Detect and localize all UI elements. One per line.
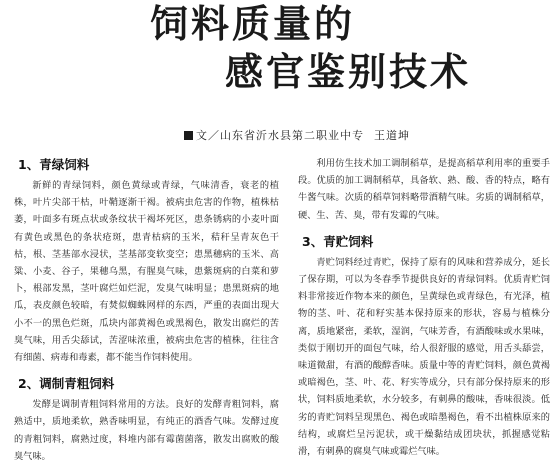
section-heading-1: 1、青绿饲料: [18, 157, 90, 172]
byline: [184, 127, 410, 143]
section-2-continuation: 利用仿生技术加工调制稻草，是提高稻草利用率的重要手段。优质的加工调制稻草，具备软、熟、酸、香的特点，略有牛酱气味。次质的稻草饲料略带酒精气味。劣质的调制稻草，硬、生、苦、臭，带有发霉的气味。: [298, 158, 550, 221]
article-title-line-1: 饲料质量的: [150, 1, 356, 46]
section-2-body: 发酵是调制青粗饲料常用的方法。良好的发酵青粗饲料，腐熟适中，质地柔软，熟香味明显，有纯正的酒香气味。发酵过度的青粗饲料，腐熟过度，料堆内部有霉菌菌落，散发出腐败的酸臭气味。: [14, 399, 279, 462]
section-heading-3: 3、青贮饲料: [302, 233, 374, 249]
square-bullet-icon: [184, 131, 193, 140]
byline-author: 王道坤: [374, 129, 410, 142]
section-3-body: 青贮饲料经过青贮，保持了原有的风味和营养成分，延长了保存期，可以为冬春季节提供良好的青绿饲料。优质青贮饲料非常接近作物本来的颜色，呈黄绿色或青绿色，有光泽，植物的茎、叶、花和籽实基本保持原来的形状，容易与植株分离，质地紧密，柔软，湿润，气味芳香，有酒酸味或水果味，类似于刚切开的面包气味，给人很舒服的感觉，用舌头舔尝，味道微甜，有酒的酸醇香味。质量中等的青贮饲料，颜色黄褐或暗褐色，茎、叶、花、籽实等成分，只有部分保持原来的形状，饲料质地柔软，水分较多，有刺鼻的酸味，香味很淡。低劣的青贮饲料呈现黑色、褐色或暗墨褐色，看不出植株原来的结构，或腐烂呈污泥状，或干燥黏结成团块状，抓握感觉粘滑，有刺鼻的腐臭气味或霉烂气味。: [298, 256, 550, 458]
article-title-line-2: 感官鉴别技术: [225, 49, 472, 94]
section-1-body: 新鲜的青绿饲料，颜色黄绿或青绿，气味清香，衰老的植株，叶片尖部干枯，叶鞘逐渐干褐。被病虫危害的作物，植株枯萎，叶面多有斑点状或条纹状干褐坏死区，患条锈病的小麦叶面有黄色或黑色的条状疮斑，患青枯病的玉米，秸秆呈青灰色干枯，根、茎基部水浸状，茎基部变软变空；患黑穗病的玉米、高粱、小麦、谷子，果穗乌黑，有腥臭气味，患紫斑病的白菜和萝卜，根部发黑，茎叶腐烂如烂泥，发臭气味明显；患黑斑病的地瓜，表皮颜色较暗，有焚似蜘蛛网样的东西，严重的表面出现大小不一的黑色烂斑，瓜块内部黄褐色或黑褐色，散发出腐烂的苦臭气味，用舌尖舔试，苦涩味浓重，被病虫危害的植株，往往含有细菌、病毒和毒素，都不能当作饲料使用。: [14, 180, 279, 364]
byline-source: 文／山东省沂水县第二职业中专: [196, 129, 364, 142]
right-column: [298, 155, 550, 460]
section-heading-2: 2、调制青粗饲料: [18, 376, 115, 392]
left-column: [14, 155, 279, 465]
